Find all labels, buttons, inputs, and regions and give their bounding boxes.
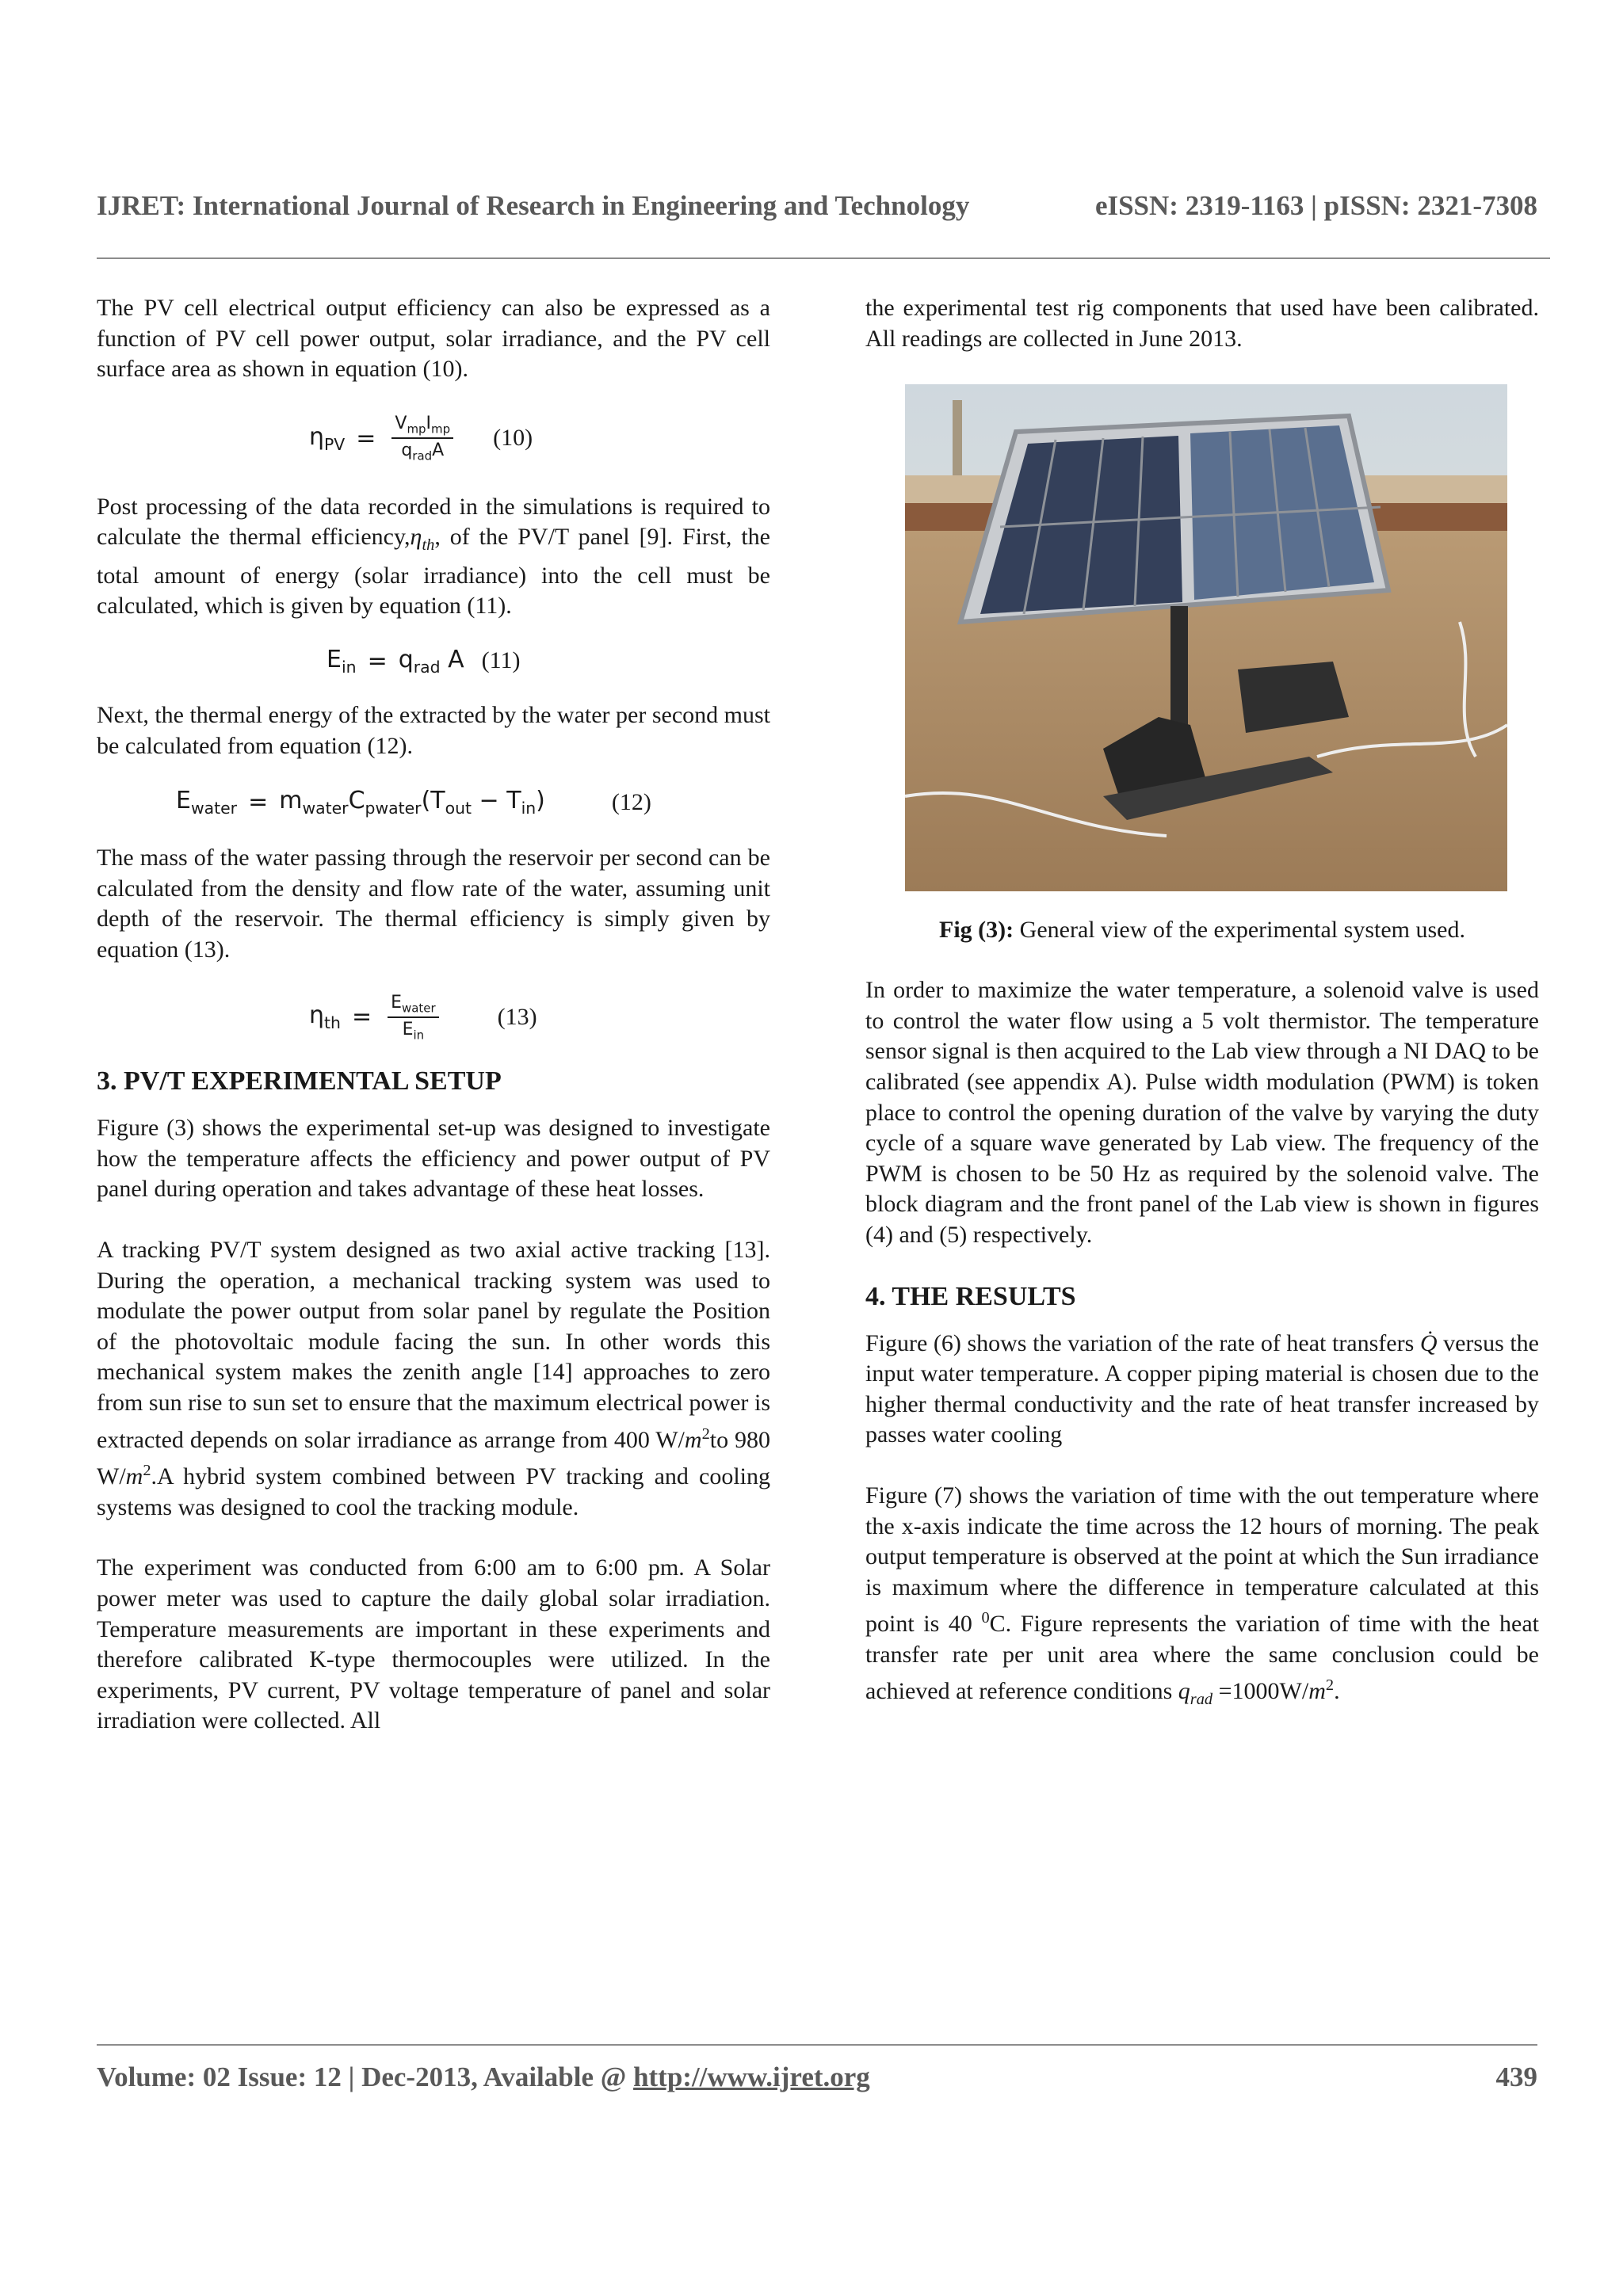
journal-title: IJRET: International Journal of Research in Engineering and Technology bbox=[97, 190, 970, 221]
paragraph: Figure (7) shows the variation of time with the out temperature where the x-axis indicate the time across the 12 hours of morning. The peak output temperature is observed at the point at which the Sun irradiance is maximum where the difference in temperature calculated at this point is 40 $^0$C. Figure represents the variation of time with the heat transfer rate per unit area where the same conclusion could be achieved at reference conditions $q_{rad} =1000W/m^2$. bbox=[865, 1482, 1539, 1709]
header-rule bbox=[97, 257, 1550, 259]
issn: eISSN: 2319-1163 | pISSN: 2321-7308 bbox=[1094, 190, 1537, 221]
volume-info: Volume: 02 Issue: 12 | Dec-2013, Available @ http://www.ijret.org bbox=[97, 2061, 870, 2092]
paragraph: A tracking PV/T system designed as two axial active tracking [13]. During the operation, a mechanical tracking system was used to modulate the power output from solar panel by regulate the Position of the photovoltaic module facing the sun. In other words this mechanical system makes the zenith angle [14] approaches to zero from sun rise to sun set to ensure that the maximum electrical power is extracted depends on solar irradiance as arrange from 400 $W/m^2to$ 980 $W/m^2.A$ hybrid system combined between PV tracking and cooling systems was designed to cool the tracking module. bbox=[97, 1237, 770, 1520]
equation-number: (12) bbox=[611, 788, 651, 815]
running-header bbox=[97, 190, 1537, 222]
equation-11: $E_{in}$ = $q_{rad}$ A (11) bbox=[327, 645, 521, 677]
section-heading: 4. THE RESULTS bbox=[865, 1281, 1076, 1311]
section-heading: 3. PV/T EXPERIMENTAL SETUP bbox=[97, 1066, 502, 1097]
figure-caption: Fig (3): General view of the experimental system used. bbox=[939, 917, 1465, 944]
paragraph: Next, the thermal energy of the extracted by the water per second must be calculated from equation (12). bbox=[97, 701, 770, 759]
experimental-system-photo bbox=[905, 384, 1507, 891]
paragraph: the experimental test rig components that used have been calibrated. All readings are collected in June 2013. bbox=[865, 295, 1539, 352]
paragraph: The mass of the water passing through the reservoir per second can be calculated from the density and flow rate of the water, assuming unit depth of the reservoir. The thermal efficiency is simply given by equation (13). bbox=[97, 845, 770, 963]
paragraph: Figure (3) shows the experimental set-up was designed to investigate how the temperature affects the efficiency and power output of PV panel during operation and takes advantage of these heat losses. bbox=[97, 1115, 770, 1203]
equation-number: (10) bbox=[493, 425, 533, 452]
eq-lhs: $\eta_{PV}$ bbox=[309, 422, 346, 454]
page-number: 439 bbox=[1495, 2061, 1537, 2092]
paragraph: Post processing of the data recorded in the simulations is required to calculate the thermal $efficiency,\eta_{th}$, of the PV/T panel [9]. First, the total amount of energy (solar irradiance) into the cell must be calculated, which is given by equation (11). bbox=[97, 493, 770, 620]
eq-fraction: $\frac{V_{mp}I_{mp}}{q_{rad}A}$ bbox=[391, 414, 453, 463]
paragraph: Figure (6) shows the variation of the rate of heat transfers Q̇ versus the input water temperature. A copper piping material is chosen due to the higher thermal conductivity and the rate of heat transfer increased by passes water cooling bbox=[865, 1329, 1540, 1448]
equation-10: $\eta_{PV}$ = $\frac{V_{mp}I_{mp}}{q_{rad}A}$ (10) bbox=[309, 413, 533, 463]
equation-13: $\eta_{th}$ = $\frac{E_{water}}{E_{in}}$ (13) bbox=[309, 992, 537, 1043]
right-column bbox=[865, 293, 1539, 1715]
left-column bbox=[97, 293, 770, 1737]
equation-12: $E_{water}$ = $m_{water}C_{pwater}(T_{out} - T_{in})$ (12) bbox=[176, 787, 651, 818]
footer-rule bbox=[97, 2044, 1537, 2046]
running-footer bbox=[97, 2061, 1537, 2093]
paragraph: The PV cell electrical output efficiency can also be expressed as a function of PV cell power output, solar irradiance, and the PV cell surface area as shown in equation (10). bbox=[97, 295, 770, 383]
equation-number: (11) bbox=[481, 647, 521, 674]
equation-number: (13) bbox=[497, 1003, 537, 1030]
paragraph: The experiment was conducted from 6:00 am to 6:00 pm. A Solar power meter was used to capture the daily global solar irradiation. Temperature measurements are important in these experiments and therefore calibrated K-type thermocouples were utilized. In the experiments, PV current, PV voltage temperature of panel and solar irradiation were collected. All bbox=[97, 1554, 770, 1734]
paragraph: In order to maximize the water temperature, a solenoid valve is used to control the water flow using a 5 volt thermistor. The temperature sensor signal is then acquired to the Lab view through a NI DAQ to be calibrated (see appendix A). Pulse width modulation (PWM) is token place to control the opening duration of the valve by varying the duty cycle of a square wave generated by Lab view. The frequency of the PWM is chosen to be 50 Hz as required by the solenoid valve. The block diagram and the front panel of the Lab view is shown in figures (4) and (5) respectively. bbox=[865, 977, 1539, 1248]
journal-link[interactable]: http://www.ijret.org bbox=[633, 2061, 870, 2092]
